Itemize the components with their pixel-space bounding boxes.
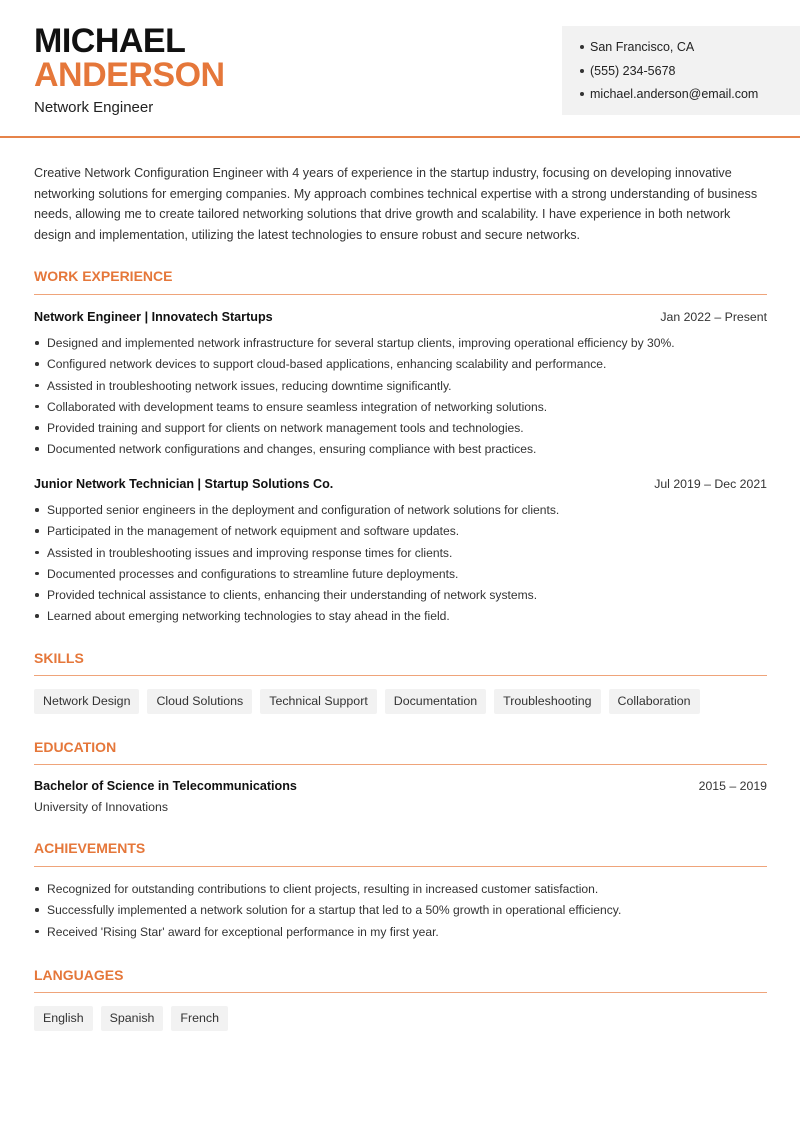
- job-title-2: Junior Network Technician | Startup Solutions Co.: [34, 477, 334, 491]
- language-tag: Spanish: [101, 1006, 164, 1031]
- list-item: Supported senior engineers in the deployment and configuration of network solutions for clients.: [34, 502, 774, 523]
- section-divider: [34, 294, 767, 295]
- list-item: Documented processes and configurations to streamline future deployments.: [34, 566, 774, 587]
- skill-tag: Technical Support: [260, 689, 377, 714]
- list-item: Configured network devices to support cloud-based applications, enhancing scalability and performance.: [34, 356, 774, 377]
- skills-list: [34, 689, 700, 714]
- language-tag: English: [34, 1006, 93, 1031]
- list-item: Provided technical assistance to clients, enhancing their understanding of network systems.: [34, 587, 774, 608]
- list-item: Collaborated with development teams to ensure seamless integration of networking solutions.: [34, 399, 774, 420]
- first-name: MICHAEL: [34, 22, 186, 60]
- list-item: Recognized for outstanding contributions to client projects, resulting in increased customer satisfaction.: [34, 881, 774, 902]
- achievements-list: [34, 881, 774, 945]
- candidate-name: [34, 24, 225, 92]
- skill-tag: Troubleshooting: [494, 689, 600, 714]
- school-name: University of Innovations: [34, 800, 168, 814]
- languages-list: [34, 1006, 228, 1031]
- list-item: Assisted in troubleshooting network issues, reducing downtime significantly.: [34, 378, 774, 399]
- skills-heading: SKILLS: [34, 650, 84, 666]
- section-divider: [34, 675, 767, 676]
- languages-heading: LANGUAGES: [34, 967, 124, 983]
- last-name: ANDERSON: [34, 56, 225, 94]
- education-heading: EDUCATION: [34, 739, 117, 755]
- job-dates-2: Jul 2019 – Dec 2021: [654, 477, 767, 491]
- list-item: Designed and implemented network infrastructure for several startup clients, improving operational efficiency by 30%.: [34, 335, 774, 356]
- list-item: Documented network configurations and changes, ensuring compliance with best practices.: [34, 441, 774, 462]
- job-bullets-2: [34, 502, 774, 630]
- list-item: Assisted in troubleshooting issues and improving response times for clients.: [34, 545, 774, 566]
- list-item: Provided training and support for clients on network management tools and technologies.: [34, 420, 774, 441]
- contact-box: [562, 26, 800, 115]
- achievements-heading: ACHIEVEMENTS: [34, 840, 146, 856]
- skill-tag: Collaboration: [609, 689, 700, 714]
- skill-tag: Cloud Solutions: [147, 689, 252, 714]
- list-item: Received 'Rising Star' award for exceptional performance in my first year.: [34, 924, 774, 945]
- job-bullets-1: [34, 335, 774, 463]
- work-experience-heading: WORK EXPERIENCE: [34, 268, 173, 284]
- contact-phone: (555) 234-5678: [580, 63, 758, 87]
- list-item: Participated in the management of network equipment and software updates.: [34, 523, 774, 544]
- degree-title: Bachelor of Science in Telecommunications: [34, 779, 297, 793]
- section-divider: [34, 992, 767, 993]
- resume-header: [0, 0, 800, 138]
- list-item: Successfully implemented a network solution for a startup that led to a 50% growth in operational efficiency.: [34, 902, 774, 923]
- professional-summary: Creative Network Configuration Engineer with 4 years of experience in the startup industry, focusing on developing innovative networking solutions for emerging companies. My approach combines technical expertise with a strong understanding of business needs, allowing me to create tailored networking solutions that drive growth and scalability. I have experience in both network design and implementation, utilizing the latest technologies to ensure robust and secure networks.: [34, 166, 758, 243]
- job-role: Network Engineer: [34, 99, 154, 116]
- section-divider: [34, 866, 767, 867]
- skill-tag: Network Design: [34, 689, 139, 714]
- job-title-1: Network Engineer | Innovatech Startups: [34, 310, 273, 324]
- list-item: Learned about emerging networking technologies to stay ahead in the field.: [34, 608, 774, 629]
- skill-tag: Documentation: [385, 689, 486, 714]
- contact-location: San Francisco, CA: [580, 39, 758, 63]
- section-divider: [34, 764, 767, 765]
- education-dates: 2015 – 2019: [698, 779, 767, 793]
- contact-email[interactable]: michael.anderson@email.com: [580, 86, 758, 110]
- language-tag: French: [171, 1006, 228, 1031]
- job-dates-1: Jan 2022 – Present: [660, 310, 767, 324]
